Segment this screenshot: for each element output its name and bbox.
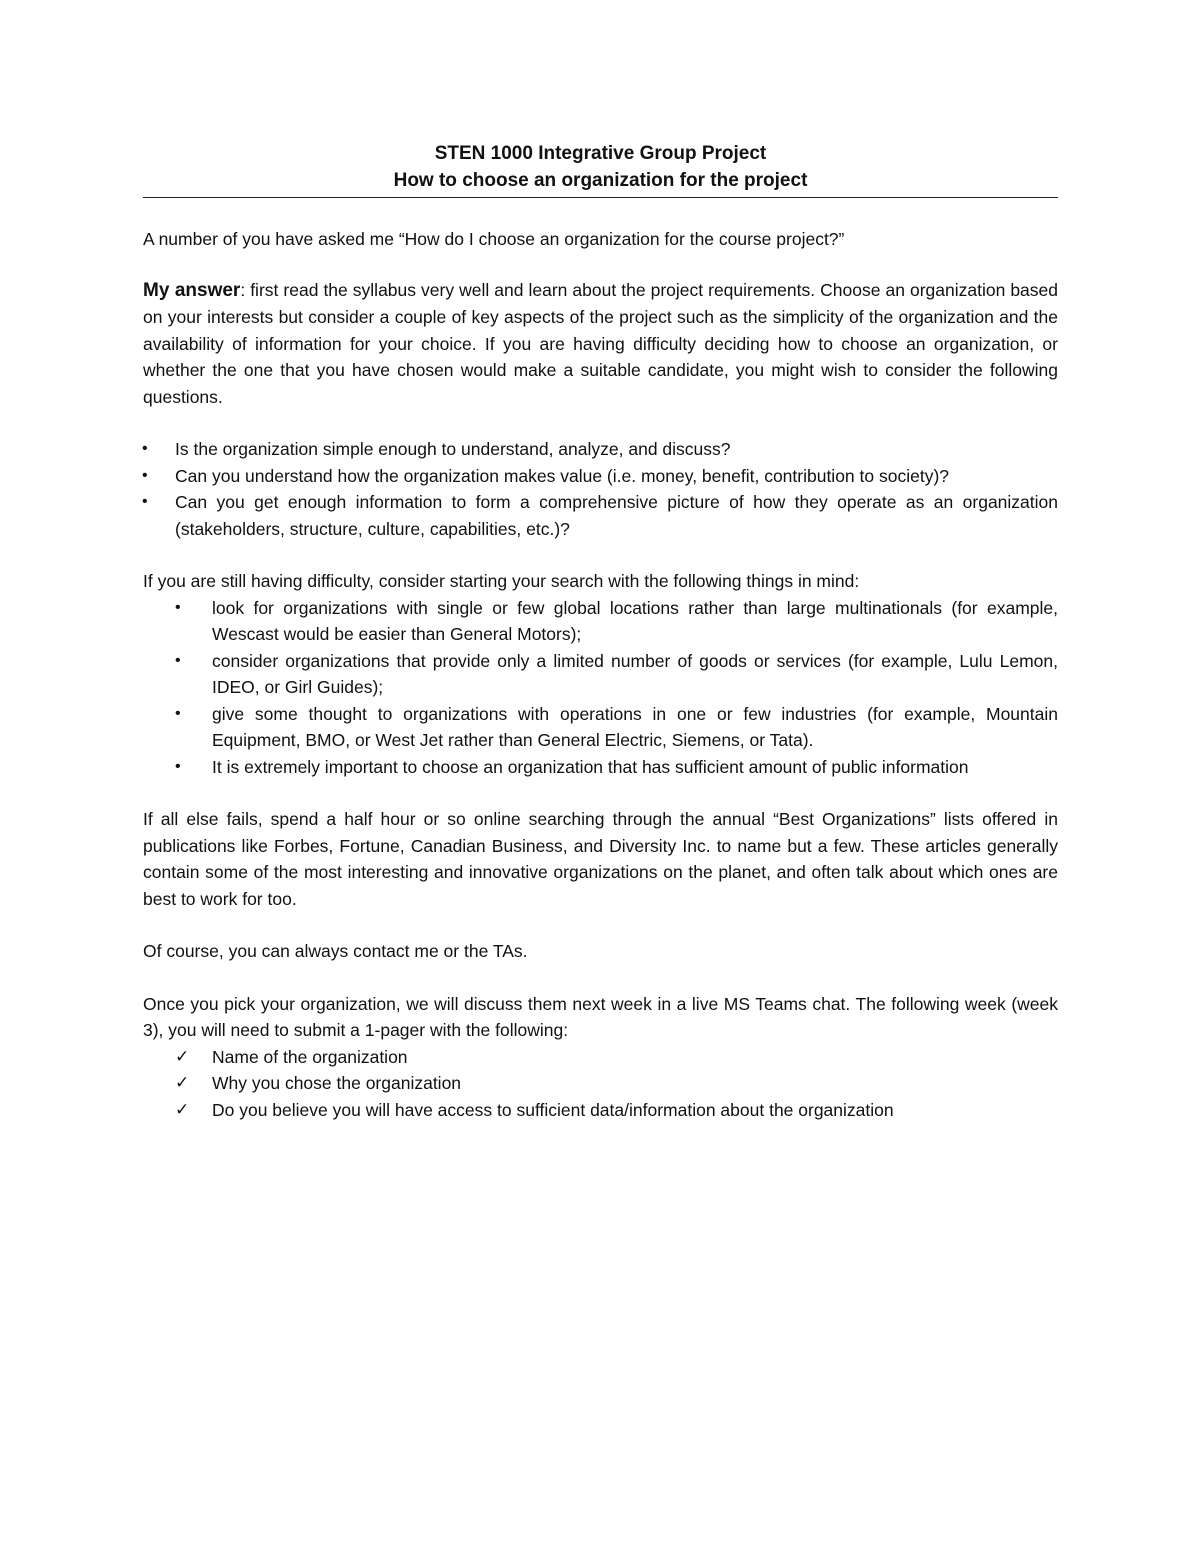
title-block <box>143 140 1058 194</box>
intro-paragraph: A number of you have asked me “How do I choose an organization for the course project?” <box>143 229 845 249</box>
questions-list <box>143 436 1058 542</box>
checkmark-icon: ✓ <box>175 1073 190 1092</box>
list-item <box>175 701 1058 754</box>
checklist-text: Name of the organization <box>212 1046 408 1067</box>
bullet-icon: • <box>175 598 181 616</box>
question-text: Is the organization simple enough to understand, analyze, and discuss? <box>175 439 731 459</box>
answer-text: : first read the syllabus very well and learn about the project requirements. Choose an organization based on your interests but consider a couple of key aspects of the project such as the simplicity of the organization and the availability of information for your choice. If you are having difficulty deciding how to choose an organization, or whether the one that you have chosen would make a suitable candidate, you might wish to consider the following questions. <box>143 279 1058 407</box>
title-divider <box>143 197 1058 198</box>
list-item <box>175 754 1058 781</box>
checklist-text: Why you chose the organization <box>212 1073 462 1093</box>
document-subtitle: How to choose an organization for the project <box>393 170 808 191</box>
document-title: STEN 1000 Integrative Group Project <box>434 143 767 164</box>
list-item <box>175 1070 1058 1097</box>
list-item <box>175 1044 1058 1071</box>
still-difficulty-paragraph: If you are still having difficulty, consider starting your search with the following things in mind: <box>143 571 860 591</box>
list-item <box>175 1097 1058 1124</box>
bullet-icon: • <box>142 466 148 484</box>
suggestion-text: consider organizations that provide only a limited number of goods or services (for example, Lulu Lemon, IDEO, or Girl Guides); <box>212 650 1058 697</box>
list-item <box>175 595 1058 648</box>
checklist <box>143 1044 1058 1124</box>
answer-lead: My answer <box>143 279 241 301</box>
checkmark-icon: ✓ <box>175 1099 190 1119</box>
list-item <box>142 436 1058 463</box>
checkmark-icon: ✓ <box>175 1046 190 1066</box>
submission-paragraph: Once you pick your organization, we will discuss them next week in a live MS Teams chat. The following week (week 3), you will need to submit a 1-pager with the following: <box>143 993 1058 1040</box>
answer-paragraph <box>143 277 1058 411</box>
bullet-icon: • <box>175 757 181 775</box>
suggestion-text: It is extremely important to choose an organization that has sufficient amount of public information <box>212 756 969 777</box>
checklist-text: Do you believe you will have access to sufficient data/information about the organization <box>212 1099 894 1120</box>
contact-paragraph: Of course, you can always contact me or the TAs. <box>143 941 528 961</box>
suggestion-text: give some thought to organizations with operations in one or few industries (for example, Mountain Equipment, BMO, or West Jet rather than General Electric, Siemens, or Tata). <box>212 703 1058 750</box>
list-item <box>142 463 1058 490</box>
question-text: Can you get enough information to form a comprehensive picture of how they operate as an organization (stakeholders, structure, culture, capabilities, etc.)? <box>175 492 1058 539</box>
bullet-icon: • <box>175 651 181 669</box>
document-page <box>143 140 1058 1123</box>
best-organizations-paragraph: If all else fails, spend a half hour or so online searching through the annual “Best Organizations” lists offered in publications like Forbes, Fortune, Canadian Business, and Diversity Inc. to name but a few. These articles generally contain some of the most interesting and innovative organizations on the planet, and often talk about which ones are best to work for too. <box>143 809 1058 909</box>
question-text: Can you understand how the organization makes value (i.e. money, benefit, contribution to society)? <box>175 465 950 486</box>
list-item <box>175 648 1058 701</box>
list-item <box>142 489 1058 542</box>
bullet-icon: • <box>142 493 148 510</box>
suggestions-list <box>143 595 1058 781</box>
bullet-icon: • <box>142 440 148 457</box>
bullet-icon: • <box>175 704 181 722</box>
suggestion-text: look for organizations with single or few global locations rather than large multinationals (for example, Wescast would be easier than General Motors); <box>212 597 1058 644</box>
